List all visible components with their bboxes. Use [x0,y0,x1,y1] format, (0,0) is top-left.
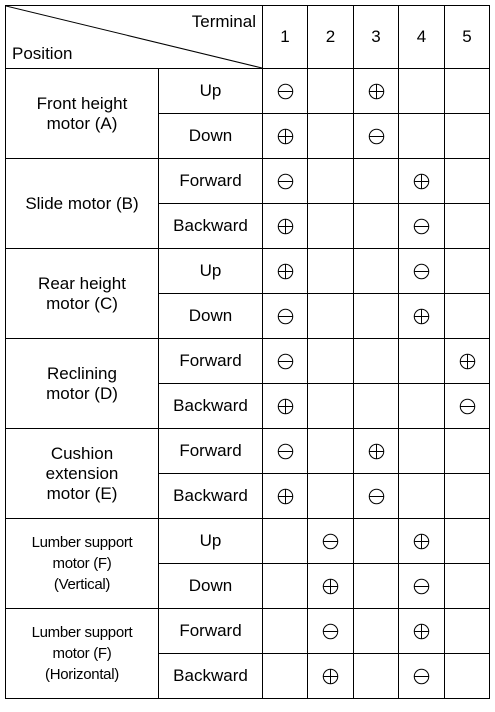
terminal-cell-2 [308,294,354,339]
terminal-cell-3 [354,159,399,204]
terminal-cell-1 [263,114,308,159]
terminal-cell-5 [445,69,490,114]
motor-name-line: Rear height [38,273,126,293]
terminal-cell-3 [354,519,399,564]
negative-terminal-icon [277,353,294,370]
terminal-cell-2 [308,114,354,159]
terminal-cell-2 [308,564,354,609]
motor-name-line: motor (F) [52,555,112,572]
terminal-cell-3 [354,654,399,699]
terminal-cell-4 [399,564,445,609]
positive-terminal-icon [277,263,294,280]
motor-name-line: extension [45,463,119,483]
terminal-cell-1 [263,294,308,339]
terminal-cell-4 [399,384,445,429]
terminal-cell-5 [445,564,490,609]
table-row [6,159,490,204]
direction-cell: Up [159,519,263,564]
motor-name-line: motor (F) [52,645,112,662]
positive-terminal-icon [277,128,294,145]
terminal-cell-2 [308,384,354,429]
direction-cell: Backward [159,654,263,699]
motor-name-cell [6,249,159,339]
negative-terminal-icon [413,263,430,280]
terminal-cell-5 [445,159,490,204]
terminal-cell-4 [399,114,445,159]
negative-terminal-icon [322,623,339,640]
terminal-cell-1 [263,384,308,429]
positive-terminal-icon [277,398,294,415]
terminal-cell-5 [445,474,490,519]
terminal-cell-2 [308,474,354,519]
motor-name-line: (Horizontal) [45,666,119,683]
terminal-cell-3 [354,339,399,384]
terminal-cell-3 [354,294,399,339]
terminal-cell-2 [308,519,354,564]
terminal-cell-3 [354,564,399,609]
motor-name-cell [6,609,159,699]
motor-name-line: motor (C) [46,293,118,313]
negative-terminal-icon [413,218,430,235]
terminal-cell-5 [445,519,490,564]
terminal-cell-2 [308,339,354,384]
terminal-cell-4 [399,294,445,339]
motor-name-cell [6,69,159,159]
table-row [6,519,490,564]
negative-terminal-icon [368,488,385,505]
positive-terminal-icon [368,443,385,460]
motor-name-cell [6,339,159,429]
motor-terminal-table [5,5,490,699]
terminal-cell-1 [263,204,308,249]
terminal-cell-1 [263,69,308,114]
terminal-cell-4 [399,474,445,519]
positive-terminal-icon [277,218,294,235]
terminal-cell-1 [263,249,308,294]
terminal-cell-3 [354,384,399,429]
motor-name-line: Slide motor (B) [25,193,139,213]
negative-terminal-icon [413,668,430,685]
negative-terminal-icon [368,128,385,145]
terminal-header-3: 3 [354,6,399,69]
terminal-cell-4 [399,159,445,204]
direction-cell: Up [159,69,263,114]
positive-terminal-icon [368,83,385,100]
terminal-cell-3 [354,69,399,114]
positive-terminal-icon [459,353,476,370]
negative-terminal-icon [277,308,294,325]
terminal-cell-2 [308,654,354,699]
terminal-cell-4 [399,339,445,384]
terminal-cell-1 [263,609,308,654]
negative-terminal-icon [277,173,294,190]
motor-name-line: Lumber support [31,624,133,641]
motor-name-cell [6,429,159,519]
direction-cell: Forward [159,609,263,654]
direction-cell: Forward [159,159,263,204]
terminal-cell-4 [399,204,445,249]
motor-name-line: Reclining [47,363,117,383]
terminal-cell-2 [308,204,354,249]
header-row [6,6,490,69]
terminal-cell-2 [308,159,354,204]
direction-cell: Down [159,114,263,159]
terminal-cell-2 [308,249,354,294]
negative-terminal-icon [413,578,430,595]
terminal-cell-3 [354,249,399,294]
positive-terminal-icon [413,173,430,190]
motor-name-line: motor (D) [46,383,118,403]
table-row [6,339,490,384]
positive-terminal-icon [413,308,430,325]
terminal-cell-4 [399,654,445,699]
terminal-cell-2 [308,69,354,114]
positive-terminal-icon [277,488,294,505]
motor-name-cell [6,159,159,249]
negative-terminal-icon [322,533,339,550]
terminal-header-1: 1 [263,6,308,69]
motor-name-line: Lumber support [31,534,133,551]
negative-terminal-icon [277,83,294,100]
direction-cell: Down [159,564,263,609]
direction-cell: Forward [159,429,263,474]
direction-cell: Backward [159,204,263,249]
direction-cell: Backward [159,474,263,519]
direction-cell: Up [159,249,263,294]
terminal-cell-4 [399,249,445,294]
terminal-cell-1 [263,654,308,699]
terminal-cell-5 [445,294,490,339]
motor-name-line: Cushion [50,443,114,463]
positive-terminal-icon [322,578,339,595]
terminal-cell-4 [399,519,445,564]
terminal-header-4: 4 [399,6,445,69]
motor-name-line: motor (E) [46,483,118,503]
terminal-cell-5 [445,204,490,249]
terminal-cell-1 [263,339,308,384]
motor-name-line: (Vertical) [53,576,111,593]
terminal-cell-1 [263,159,308,204]
direction-cell: Down [159,294,263,339]
terminal-cell-3 [354,429,399,474]
terminal-cell-3 [354,204,399,249]
terminal-cell-1 [263,429,308,474]
positive-terminal-icon [413,533,430,550]
terminal-cell-1 [263,519,308,564]
table-body [6,6,490,699]
terminal-cell-1 [263,564,308,609]
direction-cell: Forward [159,339,263,384]
terminal-cell-5 [445,609,490,654]
table-row [6,69,490,114]
terminal-header-2: 2 [308,6,354,69]
motor-name-cell [6,519,159,609]
positive-terminal-icon [322,668,339,685]
terminal-cell-5 [445,249,490,294]
terminal-cell-3 [354,474,399,519]
terminal-cell-3 [354,609,399,654]
motor-name-line: Front height [36,93,128,113]
terminal-cell-5 [445,654,490,699]
terminal-cell-4 [399,609,445,654]
terminal-cell-1 [263,474,308,519]
terminal-cell-2 [308,429,354,474]
terminal-cell-4 [399,69,445,114]
terminal-cell-5 [445,339,490,384]
negative-terminal-icon [277,443,294,460]
terminal-label: Terminal [191,12,256,31]
terminal-cell-4 [399,429,445,474]
terminal-cell-5 [445,384,490,429]
negative-terminal-icon [459,398,476,415]
terminal-cell-3 [354,114,399,159]
corner-header-cell [6,6,263,69]
terminal-cell-5 [445,114,490,159]
table-row [6,609,490,654]
motor-name-line: motor (A) [46,113,118,133]
positive-terminal-icon [413,623,430,640]
terminal-header-5: 5 [445,6,490,69]
terminal-cell-2 [308,609,354,654]
terminal-cell-5 [445,429,490,474]
position-label: Position [12,44,73,63]
table-row [6,429,490,474]
table-row [6,249,490,294]
direction-cell: Backward [159,384,263,429]
